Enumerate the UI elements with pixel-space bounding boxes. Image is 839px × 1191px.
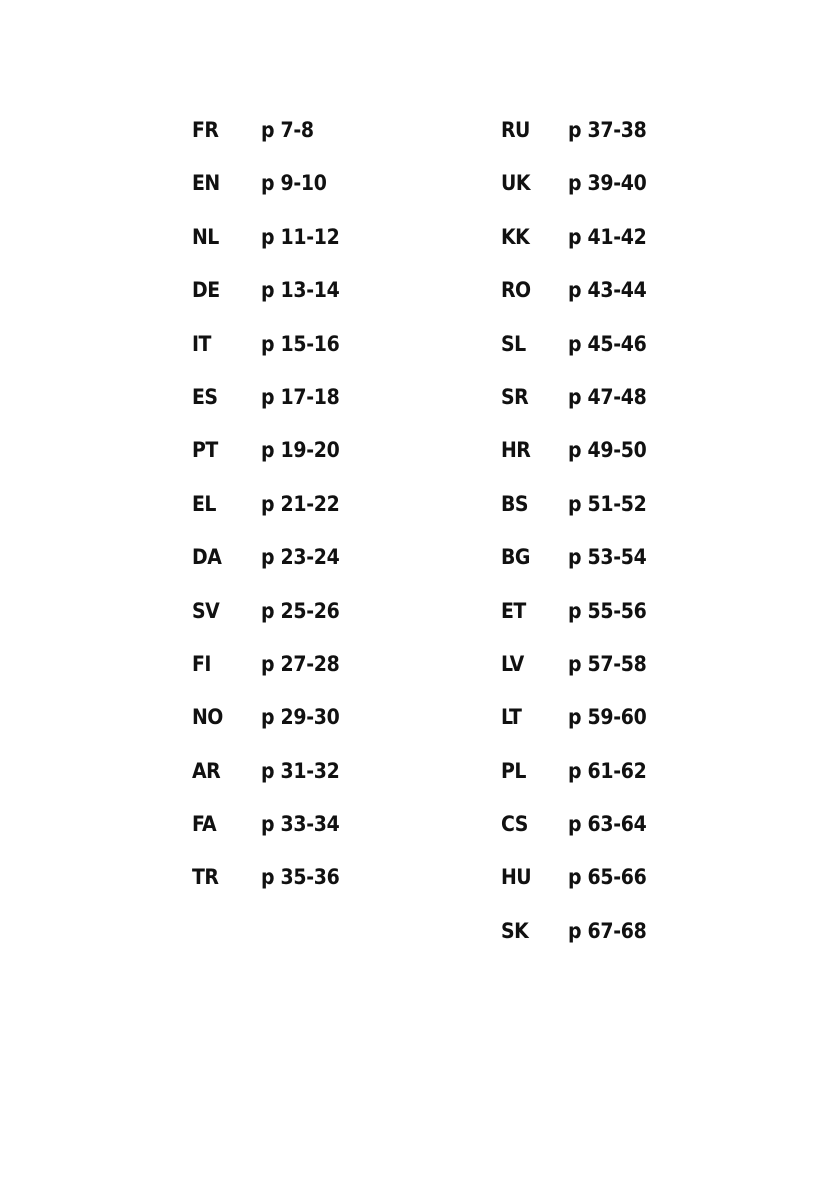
language-code: SL: [501, 331, 526, 356]
page-range: p 55-56: [568, 598, 647, 623]
language-code: NL: [192, 224, 219, 249]
language-code: LV: [501, 651, 524, 676]
language-code: FI: [192, 651, 211, 676]
page-range: p 65-66: [568, 865, 647, 890]
page-range: p 17-18: [261, 384, 340, 409]
language-code: ES: [192, 384, 218, 409]
language-code: LT: [501, 705, 522, 730]
language-code: NO: [192, 705, 223, 730]
language-code: RU: [501, 118, 530, 142]
page-range: p 35-36: [261, 865, 340, 890]
page-range: p 23-24: [261, 545, 340, 570]
language-code: RO: [501, 278, 531, 303]
language-code: IT: [192, 331, 211, 356]
language-code: SK: [501, 918, 529, 943]
page-range: p 7-8: [261, 118, 314, 142]
language-code: FR: [192, 118, 219, 142]
page-range: p 21-22: [261, 491, 340, 516]
language-code: BG: [501, 545, 530, 570]
language-code: AR: [192, 758, 221, 783]
page-range: p 59-60: [568, 705, 647, 730]
language-code: UK: [501, 171, 530, 196]
page-range: p 45-46: [568, 331, 647, 356]
language-code: ET: [501, 598, 526, 623]
language-code: DA: [192, 545, 222, 570]
language-code: TR: [192, 865, 219, 890]
page-range: p 13-14: [261, 278, 340, 303]
page-range: p 19-20: [261, 438, 340, 463]
page-range: p 67-68: [568, 918, 647, 943]
page-range: p 31-32: [261, 758, 340, 783]
page-range: p 25-26: [261, 598, 340, 623]
page-range: p 27-28: [261, 651, 340, 676]
page-range: p 61-62: [568, 758, 647, 783]
language-code: DE: [192, 278, 220, 303]
page-range: p 47-48: [568, 384, 647, 409]
page-range: p 63-64: [568, 812, 647, 837]
language-code: PT: [192, 438, 218, 463]
language-code: BS: [501, 491, 529, 516]
page-range: p 39-40: [568, 171, 647, 196]
page-range: p 41-42: [568, 224, 647, 249]
page-range: p 37-38: [568, 118, 647, 142]
page-range: p 57-58: [568, 651, 647, 676]
language-code: PL: [501, 758, 526, 783]
page-range: p 49-50: [568, 438, 647, 463]
page-range: p 29-30: [261, 705, 340, 730]
language-code: EL: [192, 491, 216, 516]
language-code: EN: [192, 171, 220, 196]
page-range: p 11-12: [261, 224, 340, 249]
language-code: HR: [501, 438, 531, 463]
page-range: p 51-52: [568, 491, 647, 516]
language-code: HU: [501, 865, 532, 890]
language-code: SV: [192, 598, 220, 623]
language-code: SR: [501, 384, 529, 409]
page-range: p 9-10: [261, 171, 327, 196]
page-range: p 33-34: [261, 812, 340, 837]
language-code: KK: [501, 224, 530, 249]
language-code: FA: [192, 812, 217, 837]
language-code: CS: [501, 812, 528, 837]
page-range: p 43-44: [568, 278, 647, 303]
page-range: p 53-54: [568, 545, 647, 570]
page-range: p 15-16: [261, 331, 340, 356]
